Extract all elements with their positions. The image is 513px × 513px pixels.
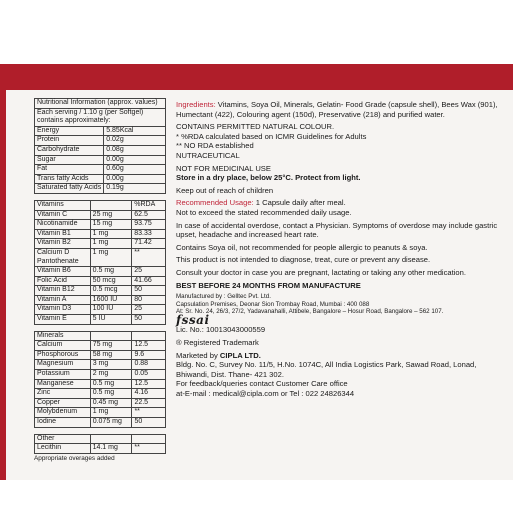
usage-label: Recommended Usage:	[176, 198, 254, 208]
table-row: Vitamin B12 0.5 mcg 50	[35, 286, 166, 296]
table-row: Energy 5.85Kcal	[35, 126, 166, 136]
nutrition-header: Nutritional Information (approx. values)	[35, 99, 166, 109]
table-row: Vitamin B6 0.5 mg 25	[35, 267, 166, 277]
table-row: Nicotinamide 15 mg 93.75	[35, 220, 166, 230]
table-row: Trans fatty Acids 0.00g	[35, 174, 166, 184]
recommended-usage	[176, 198, 502, 208]
not-exceed-warning: Not to exceed the stated recommended daily usage.	[176, 207, 352, 217]
ingredients	[176, 100, 502, 119]
ingredients-label: Ingredients:	[176, 100, 216, 109]
table-row: Calcium D Pantothenate 1 mg **	[35, 248, 166, 266]
fssai-logo: fssai	[176, 312, 210, 327]
best-before: BEST BEFORE 24 MONTHS FROM MANUFACTURE	[176, 280, 361, 290]
consult-doctor: Consult your doctor in case you are pregnant, lactating or taking any other medication.	[176, 267, 466, 277]
serving-size: Each serving / 1.10 g (per Softgel) contains approximately:	[35, 108, 166, 126]
table-row: Manganese 0.5 mg 12.5	[35, 379, 166, 389]
table-row: Carbohydrate 0.08g	[35, 145, 166, 155]
allergy-warning: Contains Soya oil, not recommended for people allergic to peanuts & soya.	[176, 242, 428, 252]
nutrition-table-minerals: Minerals Calcium 75 mg 12.5 Phosphorous 58 mg 9.6 Magnesium 3 mg 0.88 Potassium 2 mg 0.05 Manganese 0.5 mg 12.5 Zinc 0.5 mg 4.16 Copper 0.45 mg 22.5 Molybdenum 1 mg ** Iodine 0.075 mg 50	[34, 331, 166, 428]
feedback-line-2: at-E-mail : medical@cipla.com or Tel : 022 24826344	[176, 389, 355, 399]
disclaimer: This product is not intended to diagnose, treat, cure or prevent any disease.	[176, 255, 431, 265]
table-row: Vitamin B1 1 mg 83.33	[35, 229, 166, 239]
table-row: Vitamin B2 1 mg 71.42	[35, 239, 166, 249]
table-row: Magnesium 3 mg 0.88	[35, 360, 166, 370]
nutrition-table-macros	[34, 98, 166, 194]
not-medicinal-label: NOT FOR MEDICINAL USE	[176, 163, 271, 173]
storage-instructions: Store in a dry place, below 25°C. Protect from light.	[176, 173, 361, 183]
marketer-address: Bldg. No. C, Survey No. 11/5, H.No. 1074C, All India Logistics Park, Sawad Road, Lonad, Bhiwandi, Dist. Thane- 421 302.	[176, 360, 477, 379]
usage-text: 1 Capsule daily after meal.	[253, 198, 346, 208]
brand-red-strip	[0, 64, 513, 90]
table-row: Vitamin C 25 mg 62.5	[35, 210, 166, 220]
ingredients-text: Vitamins, Soya Oil, Minerals, Gelatin- Food Grade (capsule shell), Bees Wax (901), Humectant (422), Colouring agent (150d), Preservative (218) and purified water.	[176, 100, 498, 119]
nutrition-table-other: Other Lecithin 14.1 mg **	[34, 434, 166, 454]
table-row: Molybdenum 1 mg **	[35, 408, 166, 418]
marketer-name: CIPLA LTD.	[219, 350, 261, 360]
table-row: Protein 0.02g	[35, 136, 166, 146]
table-row: Fat 0.60g	[35, 165, 166, 175]
table-row: Copper 0.45 mg 22.5	[35, 398, 166, 408]
marketed-by: Marketed by CIPLA LTD.	[176, 350, 261, 360]
table-row: Vitamin D3 100 IU 25	[35, 305, 166, 315]
table-row: Saturated fatty Acids 0.19g	[35, 184, 166, 194]
feedback-line-1: For feedback/queries contact Customer Care office	[176, 379, 348, 389]
no-rda-note: ** NO RDA established	[176, 141, 254, 151]
license-number: Lic. No.: 10013043000559	[176, 325, 266, 335]
capsulation-address: Capsulation Premises, Deonar Sion Trombay Road, Mumbai : 400 088	[176, 300, 370, 308]
overdose-warning: In case of accidental overdose, contact a Physician. Symptoms of overdose may include gastric upset, headache and increased heart rate.	[176, 220, 498, 240]
table-row: Sugar 0.00g	[35, 155, 166, 165]
table-row: Zinc 0.5 mg 4.16	[35, 389, 166, 399]
table-row: Iodine 0.075 mg 50	[35, 418, 166, 428]
manufacturer-address: At: Sr. No. 24, 26/3, 27/2, Yadavanahalli, Attibele, Bangalore – Hosur Road, Bangalore – 562 107.	[176, 308, 444, 316]
registered-trademark: ® Registered Trademark	[176, 338, 259, 348]
table-row: Potassium 2 mg 0.05	[35, 370, 166, 380]
table-row: Vitamin A 1600 IU 80	[35, 295, 166, 305]
table-row: Phosphorous 58 mg 9.6	[35, 350, 166, 360]
package-top-flap	[0, 0, 513, 64]
table-row: Vitamin E 5 IU 50	[35, 315, 166, 325]
overage-note: Appropriate overages added	[34, 454, 115, 462]
table-row: Lecithin 14.1 mg **	[35, 444, 166, 454]
table-row: Calcium 75 mg 12.5	[35, 341, 166, 351]
keep-out-warning: Keep out of reach of children	[176, 185, 274, 195]
table-row: Folic Acid 50 mcg 41.66	[35, 276, 166, 286]
nutrition-panel	[34, 98, 166, 463]
nutraceutical-label: NUTRACEUTICAL	[176, 150, 240, 160]
colour-statement: CONTAINS PERMITTED NATURAL COLOUR.	[176, 122, 335, 132]
label-text-column	[176, 100, 502, 399]
package-bottom-flap	[0, 480, 513, 513]
nutrition-table-vitamins: Vitamins %RDA Vitamin C 25 mg 62.5 Nicotinamide 15 mg 93.75 Vitamin B1 1 mg 83.33 Vitamin B2 1 mg 71.42 Calcium D Pantothenate 1 mg ** Vitamin B6 0.5 mg 25 Folic Acid 50 mcg 41.66 Vitamin B12 0.5 mcg 50 Vitamin A 1600 IU 80 Vitamin D3 100 IU 25 Vitamin E 5 IU 50	[34, 200, 166, 325]
rda-note: * %RDA calculated based on ICMR Guidelines for Adults	[176, 131, 367, 141]
manufacturer: Manufactured by : Gelltec Pvt. Ltd.	[176, 293, 271, 301]
